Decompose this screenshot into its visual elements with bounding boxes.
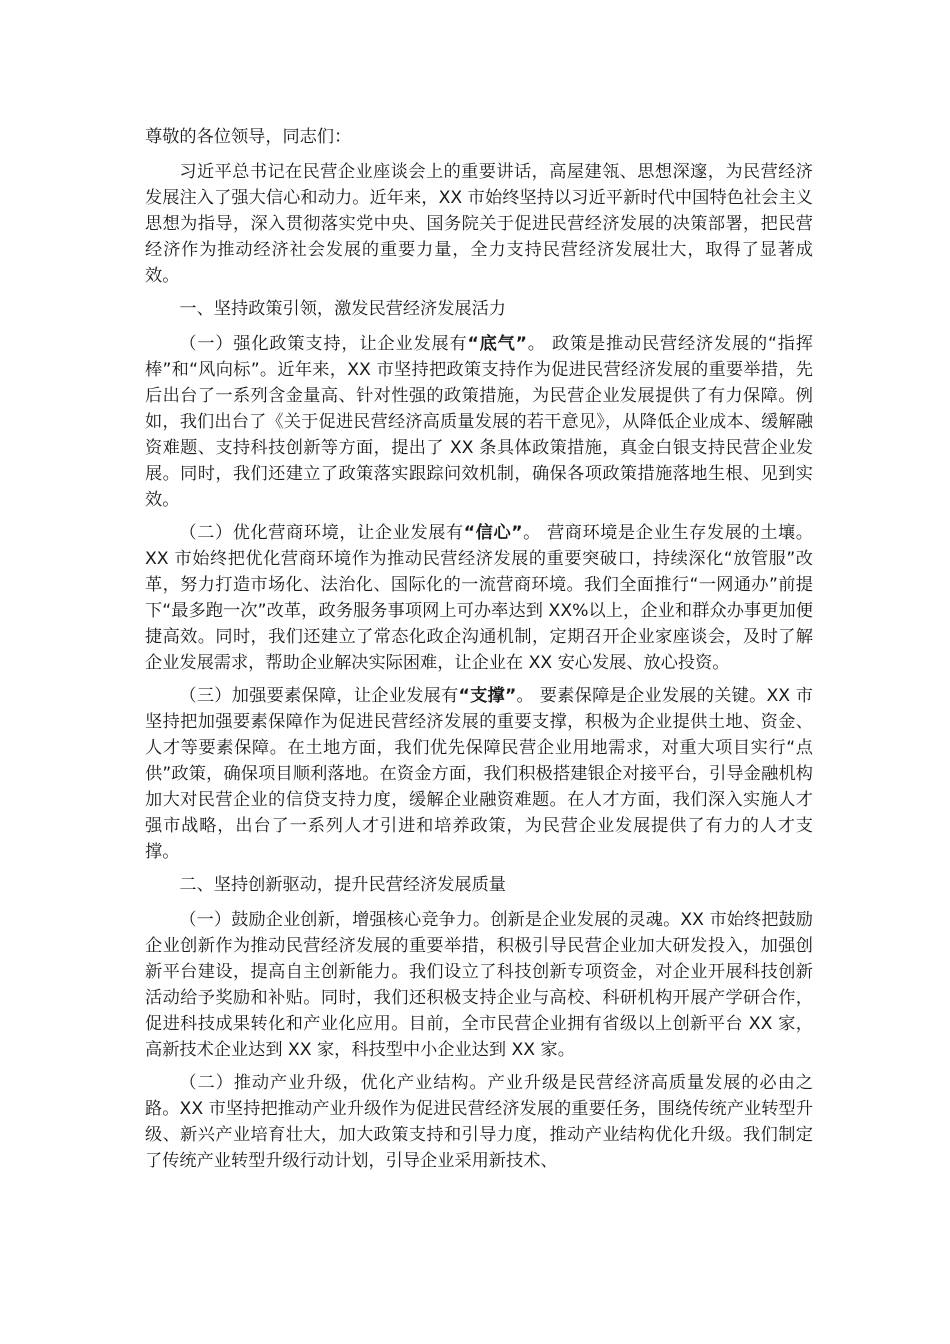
quoted-keyword: “支撑” (458, 686, 517, 706)
paragraph-lead-end: 。 (526, 334, 546, 354)
paragraph-body: 营商环境是企业生存发展的土壤。XX 市始终把优化营商环境作为推动民营经济发展的重要突破口，持续深化“放管服”改革，努力打造市场化、法治化、国际化的一流营商环境。我们全面推行“一网通办”前提下“最多跑一次”改革，政务服务事项网上可办率达到 XX%以上，企业和群众办事更加便捷高效。同时，我们还建立了常态化政企沟通机制，定期召开企业家座谈会，及时了解企业发展需求，帮助企业解决实际困难，让企业在 XX 安心发展、放心投资。 (145, 523, 813, 673)
paragraph-lead-end: 。 (516, 686, 534, 706)
salutation: 尊敬的各位领导，同志们： (145, 127, 352, 147)
paragraph-lead: （三）加强要素保障，让企业发展有 (179, 686, 459, 706)
paragraph-body: 政策是推动民营经济发展的“指挥棒”和“风向标”。近年来，XX 市坚持把政策支持作为促进民营经济发展的重要举措，先后出台了一系列含金量高、针对性强的政策措施，为民营企业发展提供了有力保障。例如，我们出台了《关于促进民营经济高质量发展的若干意见》，从降低企业成本、缓解融资难题、支持科技创新等方面，提出了 XX 条具体政策措施，真金白银支持民营企业发展。同时，我们还建立了政策落实跟踪问效机制，确保各项政策措施落地生根、见到实效。 (145, 334, 813, 510)
section-1-paragraph-3 (145, 683, 813, 865)
section-2-heading: 二、坚持创新驱动，提升民营经济发展质量 (179, 875, 506, 895)
paragraph-lead: （一）强化政策支持，让企业发展有 (179, 334, 468, 354)
paragraph-body: 要素保障是企业发展的关键。XX 市坚持把加强要素保障作为促进民营经济发展的重要支撑，积极为企业提供土地、资金、人才等要素保障。在土地方面，我们优先保障民营企业用地需求，对重大项目实行“点供”政策，确保项目顺利落地。在资金方面，我们积极搭建银企对接平台，引导金融机构加大对民营企业的信贷支持力度，缓解企业融资难题。在人才方面，我们深入实施人才强市战略，出台了一系列人才引进和培养政策，为民营企业发展提供了有力的人才支撑。 (145, 686, 813, 862)
section-1-heading: 一、坚持政策引领，激发民营经济发展活力 (179, 299, 506, 319)
quoted-keyword: “信心” (463, 523, 523, 543)
section-2-paragraph-2: （二）推动产业升级，优化产业结构。产业升级是民营经济高质量发展的必由之路。XX 市坚持把推动产业升级作为促进民营经济发展的重要任务，围绕传统产业转型升级、新兴产业培育壮大，加大政策支持和引导力度，推动产业结构优化升级。我们制定了传统产业转型升级行动计划，引导企业采用新技术、 (145, 1073, 814, 1171)
quoted-keyword: “底气” (467, 334, 527, 354)
section-1-paragraph-1 (145, 331, 813, 513)
document-body (145, 124, 813, 1181)
paragraph-lead-end: 。 (522, 523, 541, 543)
paragraph-lead: （二）优化营商环境，让企业发展有 (179, 523, 464, 543)
section-2-paragraph-1: （一）鼓励企业创新，增强核心竞争力。创新是企业发展的灵魂。XX 市始终把鼓励企业创新作为推动民营经济发展的重要举措，积极引导民营企业加大研发投入，加强创新平台建设，提高自主创新能力。我们设立了科技创新专项资金，对企业开展科技创新活动给予奖励和补贴。同时，我们还积极支持企业与高校、科研机构开展产学研合作，促进科技成果转化和产业化应用。目前，全市民营企业拥有省级以上创新平台 XX 家，高新技术企业达到 XX 家，科技型中小企业达到 XX 家。 (145, 910, 813, 1060)
section-1-paragraph-2 (145, 520, 813, 676)
intro-paragraph: 习近平总书记在民营企业座谈会上的重要讲话，高屋建瓴、思想深邃，为民营经济发展注入了强大信心和动力。近年来，XX 市始终坚持以习近平新时代中国特色社会主义思想为指导，深入贯彻落实党中央、国务院关于促进民营经济发展的决策部署，把民营经济作为推动经济社会发展的重要力量，全力支持民营经济发展壮大，取得了显著成效。 (145, 162, 813, 286)
